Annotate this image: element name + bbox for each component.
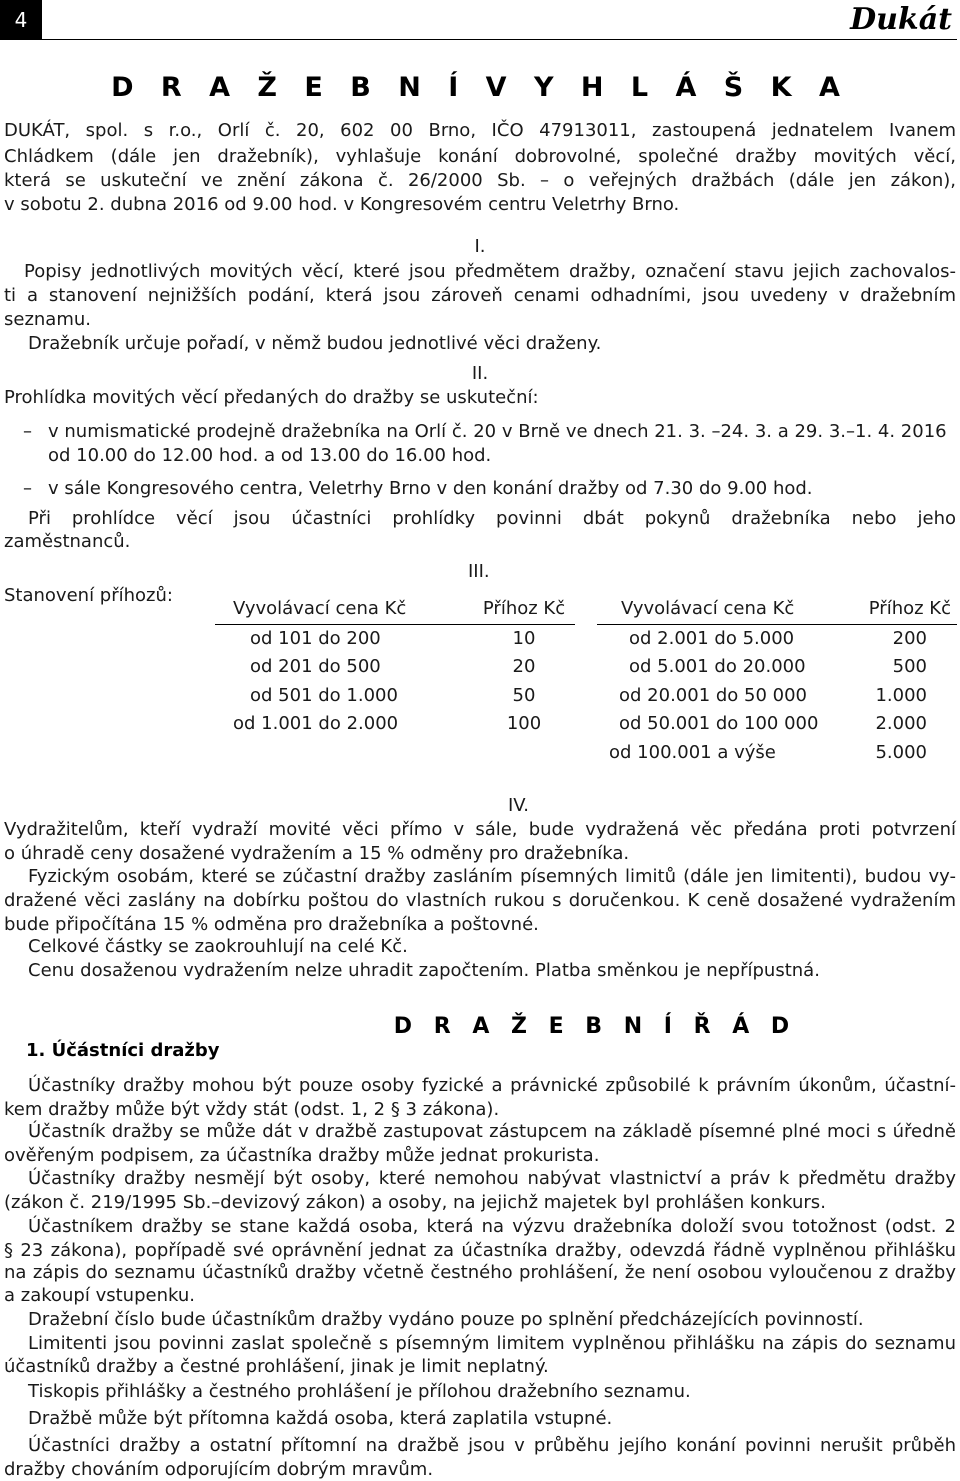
bid-table-left [215, 595, 575, 739]
order-line: Účastníky dražby nesmějí být osoby, které nemohou nabývat vlastnictví a práv k předmětu dražby [28, 1168, 956, 1189]
table-cell: od 5.001 do 20.000 [629, 656, 806, 677]
section-heading-ii: II. [471, 363, 489, 384]
order-line: Účastníkem dražby se stane každá osoba, která na výzvu dražebníka doloží svou totožnost (odst. 2 [28, 1216, 956, 1237]
viewing-item: od 10.00 do 12.00 hod. a od 13.00 do 16.00 hod. [48, 445, 492, 466]
table-cell: od 101 do 200 [250, 627, 381, 649]
table-cell: 10 [512, 627, 536, 649]
order-line: § 23 zákona), popřípadě své oprávnění jednat za účastníka dražby, odevzdá řádně vyplněnou přihlášku [4, 1240, 956, 1261]
dash-marker: – [23, 478, 32, 499]
column-header: Vyvolávací cena Kč [233, 598, 407, 619]
intro-line: v sobotu 2. dubna 2016 od 9.00 hod. v Kongresovém centru Veletrhy Brno. [4, 194, 680, 215]
header-rule [42, 39, 957, 40]
order-line: Účastník dražby se může dát v dražbě zastupovat zástupcem na základě písemné plné moci s úředně [28, 1121, 956, 1142]
column-header: Příhoz Kč [868, 598, 951, 619]
order-line: Účastníky dražby mohou být pouze osoby fyzické a právnické způsobilé k právním úkonům, účastní- [28, 1075, 956, 1096]
table-cell: od 201 do 500 [250, 656, 381, 677]
order-line: dražby chováním odporujícím dobrým mravům. [4, 1459, 434, 1480]
section-ii-outro: Při prohlídce věcí jsou účastníci prohlídky povinni dbát pokynů dražebníka nebo jeho [28, 508, 956, 529]
table-cell: 20 [512, 656, 536, 677]
table-row [597, 739, 957, 768]
table-cell: 200 [892, 627, 927, 649]
section-iv-line: Cenu dosaženou vydražením nelze uhradit započtením. Platba směnkou je nepřípustná. [28, 960, 820, 981]
order-line: kem dražby může být vždy stát (odst. 1, 2 § 3 zákona). [4, 1099, 500, 1120]
table-cell: od 2.001 do 5.000 [629, 627, 795, 649]
table-header-row [597, 595, 957, 624]
table-row [597, 624, 957, 653]
table-row [215, 624, 575, 653]
table-cell: 100 [506, 713, 542, 734]
table-cell: 50 [512, 684, 536, 706]
table-row [215, 653, 575, 682]
table-row [597, 682, 957, 711]
dukat-logo: Dukát [850, 2, 952, 37]
order-section-heading: 1. Účástníci dražby [26, 1040, 220, 1061]
page-title: D R A Ž E B N Í V Y H L Á Š K A [111, 72, 849, 103]
table-cell: 500 [892, 656, 927, 677]
section-iv-line: Vydražitelům, kteří vydraží movité věci přímo v sále, bude vydražená věc předána proti potvrzení [4, 819, 956, 840]
table-cell: 5.000 [875, 741, 927, 763]
table-cell: od 501 do 1.000 [250, 684, 398, 706]
table-cell: 1.000 [875, 684, 927, 706]
section-iv-line: o úhradě ceny dosažené vydražením a 15 % odměny pro dražebníka. [4, 843, 630, 864]
section-heading-i: I. [474, 236, 486, 257]
section-iv-line: Celkové částky se zaokrouhlují na celé Kč. [28, 936, 408, 957]
viewing-item: v sále Kongresového centra, Veletrhy Brno v den konání dražby od 7.30 do 9.00 hod. [48, 478, 813, 499]
order-line: účastníků dražby a čestné prohlášení, jinak je limit neplatný. [4, 1356, 549, 1377]
section-heading-iv: IV. [508, 795, 530, 816]
section-ii-intro: Prohlídka movitých věcí předaných do dražby se uskuteční: [4, 387, 539, 408]
column-header: Příhoz Kč [482, 598, 566, 619]
bid-table-right [597, 595, 957, 767]
order-line: Limitenti jsou povinni zaslat společně s písemným limitem vyplněnou přihlášku na zápis do seznamu [28, 1333, 956, 1354]
dash-marker: – [23, 421, 32, 442]
table-row [597, 653, 957, 682]
table-row [215, 710, 575, 739]
section-i-line: ti a stanovení nejnižších podání, která jsou zároveň cenami odhadními, jsou uvedeny v dražebním [4, 285, 956, 306]
order-line: a zakoupí vstupenku. [4, 1285, 195, 1306]
order-line: (zákon č. 219/1995 Sb.–devizový zákon) a osoby, na jejichž majetek byl prohlášen konkurs. [4, 1192, 826, 1213]
table-cell: od 100.001 a výše [609, 741, 776, 763]
section-iv-line: Fyzickým osobám, které se zúčastní dražby zasláním písemných limitů (dále jen limitenti), budou vy- [28, 866, 956, 887]
order-title: D R A Ž E B N Í Ř Á D [393, 1014, 797, 1039]
table-cell: od 50.001 do 100 000 [619, 713, 819, 734]
section-i-line: Popisy jednotlivých movitých věcí, které jsou předmětem dražby, označení stavu jejich zachovalos- [24, 261, 956, 282]
section-i-line: Dražebník určuje pořadí, v němž budou jednotlivé věci draženy. [28, 333, 602, 354]
order-line: ověřeným podpisem, za účastníka dražby může jednat prokurista. [4, 1145, 600, 1166]
section-heading-iii: III. [468, 561, 490, 582]
column-header: Vyvolávací cena Kč [621, 598, 795, 619]
order-line: Účastníci dražby a ostatní přítomní na dražbě jsou v průběhu jejího konání povinni nerušit průběh [28, 1435, 956, 1456]
section-ii-outro: zaměstnanců. [4, 531, 131, 552]
table-header-row [215, 595, 575, 624]
viewing-item: v numismatické prodejně dražebníka na Orlí č. 20 v Brně ve dnech 21. 3. –24. 3. a 29. 3.–1. 4. 2016 [48, 421, 947, 442]
order-line: Dražbě může být přítomna každá osoba, která zaplatila vstupné. [28, 1408, 613, 1429]
table-row [215, 682, 575, 711]
order-line: na zápis do seznamu účastníků dražby včetně čestného prohlášení, že není osobou vyloučenou z dražby [4, 1262, 956, 1283]
intro-line: Chládkem (dále jen dražebník), vyhlašuje konání dobrovolné, společné dražby movitých věcí, [4, 146, 956, 167]
page-number: 4 [0, 0, 42, 40]
section-i-line: seznamu. [4, 309, 92, 330]
order-line: Dražební číslo bude účastníkům dražby vydáno pouze po splnění předcházejících povinností. [28, 1309, 864, 1330]
table-cell: 2.000 [875, 713, 927, 734]
section-iv-line: dražené věci zaslány na dobírku poštou do vlastních rukou s doručenkou. K ceně dosažené vydražením [4, 890, 956, 911]
table-cell: od 1.001 do 2.000 [233, 713, 399, 734]
order-line: Tiskopis přihlášky a čestného prohlášení je přílohou dražebního seznamu. [28, 1381, 691, 1402]
intro-line: DUKÁT, spol. s r.o., Orlí č. 20, 602 00 Brno, IČO 47913011, zastoupená jednatelem Ivanem [4, 120, 956, 141]
table-row [597, 710, 957, 739]
section-iv-line: bude připočítána 15 % odměna pro dražebníka a poštovné. [4, 914, 539, 935]
bid-increment-label: Stanovení příhozů: [4, 585, 173, 606]
intro-line: která se uskuteční ve znění zákona č. 26/2000 Sb. – o veřejných dražbách (dále jen zákon), [4, 170, 956, 191]
table-cell: od 20.001 do 50 000 [619, 684, 808, 706]
